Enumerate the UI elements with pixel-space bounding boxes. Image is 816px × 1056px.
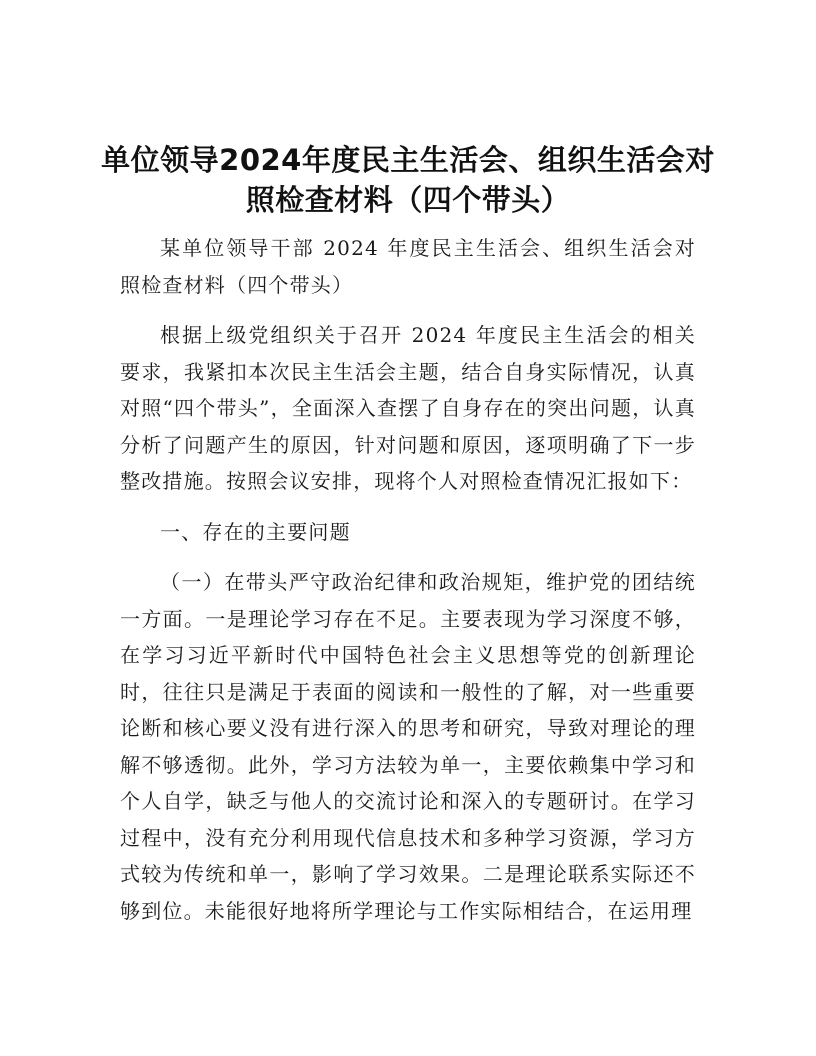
document-body (120, 230, 696, 943)
section-heading: 一、存在的主要问题 (160, 519, 351, 544)
problem-paragraph: （一）在带头严守政治纪律和政治规矩，维护党的团结统一方面。一是理论学习存在不足。主要表现为学习深度不够，在学习习近平新时代中国特色社会主义思想等党的创新理论时，往往只是满足于表面的阅读和一般性的了解，对一些重要论断和核心要义没有进行深入的思考和研究，导致对理论的理解不够透彻。此外，学习方法较为单一，主要依赖集中学习和个人自学，缺乏与他人的交流讨论和深入的专题研讨。在学习过程中，没有充分利用现代信息技术和多种学习资源，学习方式较为传统和单一，影响了学习效果。二是理论联系实际还不够到位。未能很好地将所学理论与工作实际相结合，在运用理 (120, 570, 696, 923)
document-title: 单位领导2024年度民主生活会、组织生活会对照检查材料（四个带头） (101, 143, 715, 217)
intro-paragraph: 根据上级党组织关于召开 2024 年度民主生活会的相关要求，我紧扣本次民主生活会主题，结合自身实际情况，认真对照“四个带头”，全面深入查摆了自身存在的突出问题，认真分析了问题产生的原因，针对问题和原因，逐项明确了下一步整改措施。按照会议安排，现将个人对照检查情况汇报如下： (120, 323, 696, 493)
subtitle-paragraph: 某单位领导干部 2024 年度民主生活会、组织生活会对照检查材料（四个带头） (120, 236, 696, 297)
